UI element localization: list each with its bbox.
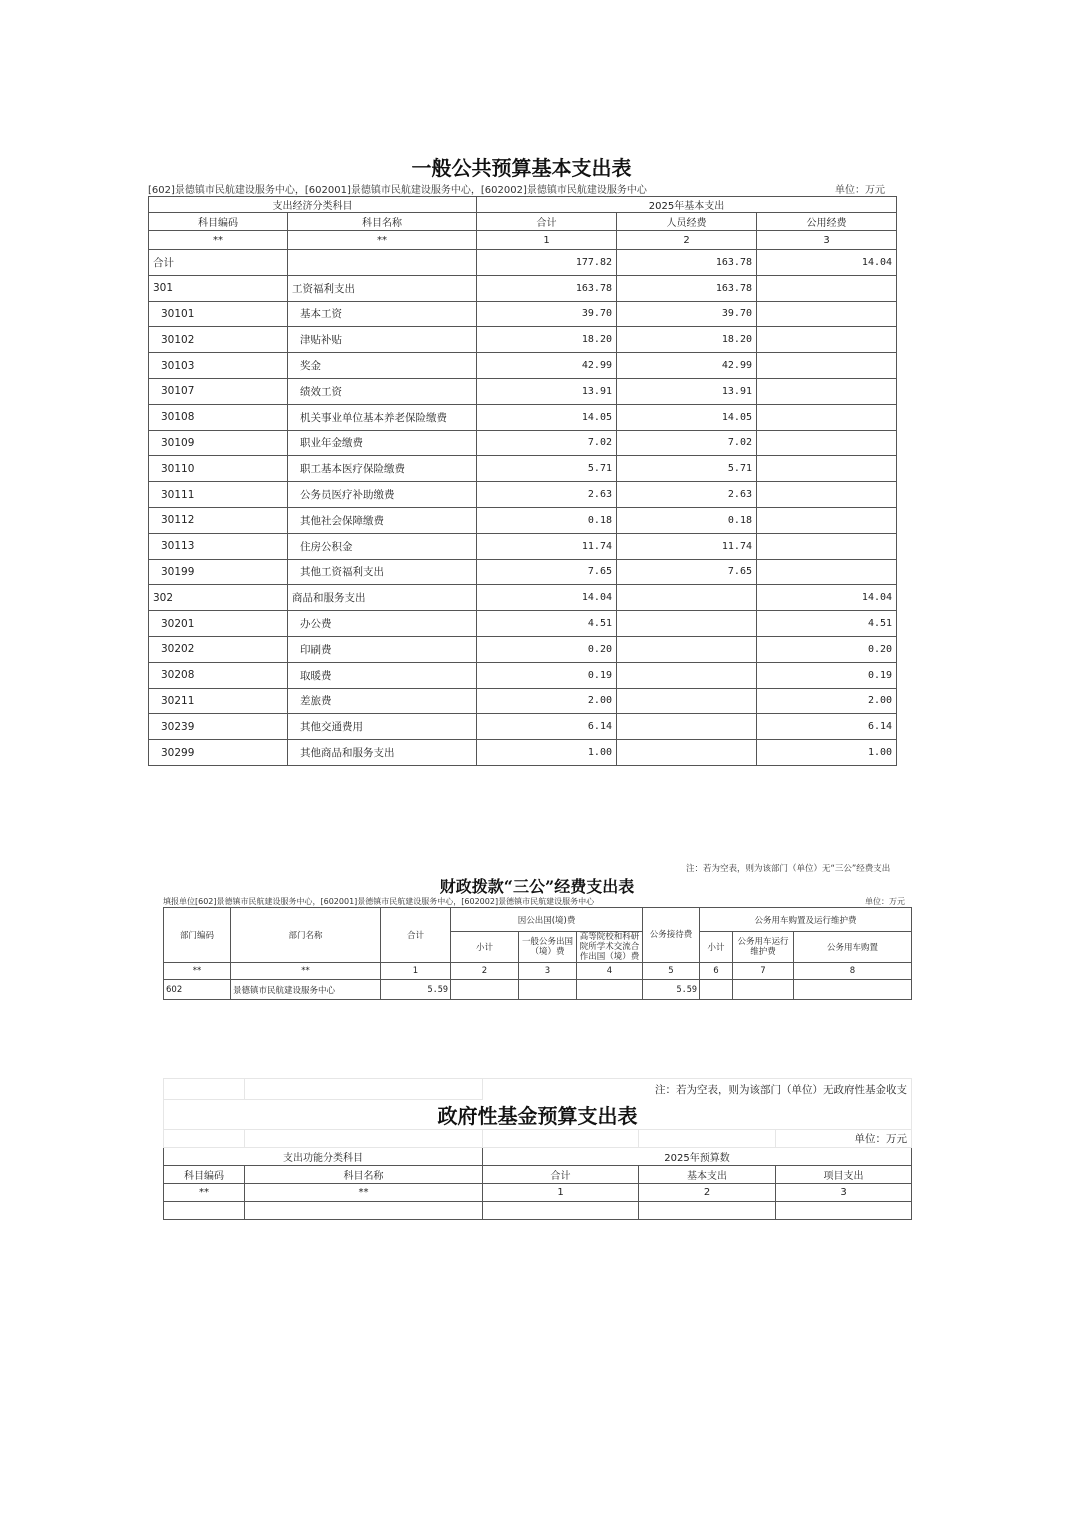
total-cell: 2.00 [477, 688, 617, 714]
total-cell: 14.05 [477, 404, 617, 430]
total-cell: 14.04 [477, 585, 617, 611]
name-cell: 住房公积金 [288, 533, 477, 559]
index-cell: 1 [477, 231, 617, 250]
total-cell: 177.82 [477, 250, 617, 276]
name-cell: 其他交通费用 [288, 714, 477, 740]
public-cell: 2.00 [757, 688, 897, 714]
code-cell: 30107 [149, 378, 288, 404]
header-group-left: 支出功能分类科目 [164, 1148, 483, 1166]
table-row [149, 507, 897, 533]
index-cell: 6 [700, 963, 733, 980]
total-cell: 2.63 [477, 482, 617, 508]
code-cell: 30239 [149, 714, 288, 740]
header-name: 科目名称 [245, 1166, 483, 1184]
total-cell: 0.18 [477, 507, 617, 533]
public-cell: 1.00 [757, 740, 897, 766]
name-cell: 印刷费 [288, 636, 477, 662]
header-vehicle-subtotal: 小计 [700, 932, 733, 963]
table2-units: 填报单位[602]景德镇市民航建设服务中心，[602001]景德镇市民航建设服务中心，[602002]景德镇市民航建设服务中心 [163, 897, 595, 906]
total-cell: 4.51 [477, 611, 617, 637]
table-row [149, 611, 897, 637]
personnel-cell: 2.63 [617, 482, 757, 508]
public-cell: 14.04 [757, 250, 897, 276]
table-header-row [164, 1166, 912, 1184]
header-personnel: 人员经费 [617, 213, 757, 231]
public-cell: 0.20 [757, 636, 897, 662]
table-row [149, 353, 897, 379]
header-total: 合计 [483, 1166, 639, 1184]
public-cell [757, 507, 897, 533]
header-total: 合计 [477, 213, 617, 231]
personnel-cell: 5.71 [617, 456, 757, 482]
index-cell: ** [164, 963, 231, 980]
header-vehicle-purchase: 公务用车购置 [794, 932, 912, 963]
table-row [149, 585, 897, 611]
index-cell: 7 [733, 963, 794, 980]
name-cell: 职业年金缴费 [288, 430, 477, 456]
table-row [149, 404, 897, 430]
table-index-row [149, 231, 897, 250]
table3-note: 注：若为空表，则为该部门（单位）无政府性基金收支 [483, 1079, 912, 1100]
code-cell: 30110 [149, 456, 288, 482]
header-code: 科目编码 [164, 1166, 245, 1184]
personnel-cell: 39.70 [617, 301, 757, 327]
index-cell: 3 [519, 963, 577, 980]
index-cell: ** [288, 231, 477, 250]
code-cell: 302 [149, 585, 288, 611]
code-cell: 30211 [149, 688, 288, 714]
personnel-cell: 42.99 [617, 353, 757, 379]
personnel-cell [617, 662, 757, 688]
table-row [149, 740, 897, 766]
total-cell: 6.14 [477, 714, 617, 740]
index-cell: 2 [451, 963, 519, 980]
index-cell: ** [149, 231, 288, 250]
header-code: 科目编码 [149, 213, 288, 231]
name-cell: 绩效工资 [288, 378, 477, 404]
code-cell: 30108 [149, 404, 288, 430]
header-group-right: 2025年预算数 [483, 1148, 912, 1166]
name-cell: 其他工资福利支出 [288, 559, 477, 585]
public-cell [757, 430, 897, 456]
dept-code-cell: 602 [164, 980, 231, 1000]
index-cell: 3 [757, 231, 897, 250]
total-cell: 0.20 [477, 636, 617, 662]
code-cell: 30199 [149, 559, 288, 585]
header-project: 项目支出 [776, 1166, 912, 1184]
personnel-cell [617, 688, 757, 714]
index-cell: ** [245, 1184, 483, 1202]
public-cell [757, 275, 897, 301]
personnel-cell [617, 611, 757, 637]
header-vehicle-operation: 公务用车运行维护费 [733, 932, 794, 963]
personnel-cell: 11.74 [617, 533, 757, 559]
header-group-right: 2025年基本支出 [477, 197, 897, 213]
code-cell: 30112 [149, 507, 288, 533]
table3-unit-label: 单位：万元 [776, 1130, 912, 1148]
header-abroad-general: 一般公务出国（境）费 [519, 932, 577, 963]
table-row [164, 1202, 912, 1220]
personnel-cell [617, 714, 757, 740]
table-row [149, 430, 897, 456]
total-cell: 1.00 [477, 740, 617, 766]
index-cell: 2 [617, 231, 757, 250]
table-index-row [164, 1184, 912, 1202]
public-cell [757, 533, 897, 559]
code-cell: 30103 [149, 353, 288, 379]
dept-name-cell: 景德镇市民航建设服务中心 [231, 980, 381, 1000]
table3-title: 政府性基金预算支出表 [437, 1104, 638, 1128]
index-cell: 1 [381, 963, 451, 980]
index-cell: 1 [483, 1184, 639, 1202]
public-cell [757, 378, 897, 404]
index-cell: 5 [643, 963, 700, 980]
basic-expenditure-table [148, 196, 897, 766]
personnel-cell: 163.78 [617, 250, 757, 276]
code-cell: 30113 [149, 533, 288, 559]
code-cell: 30202 [149, 636, 288, 662]
total-cell: 7.02 [477, 430, 617, 456]
code-cell: 301 [149, 275, 288, 301]
index-cell: 2 [639, 1184, 776, 1202]
header-dept-name: 部门名称 [231, 908, 381, 963]
public-cell [757, 559, 897, 585]
table-header-row [164, 1148, 912, 1166]
public-cell: 4.51 [757, 611, 897, 637]
header-abroad-subtotal: 小计 [451, 932, 519, 963]
public-cell [757, 482, 897, 508]
table-row [149, 378, 897, 404]
public-cell: 0.19 [757, 662, 897, 688]
name-cell: 办公费 [288, 611, 477, 637]
name-cell: 基本工资 [288, 301, 477, 327]
total-cell: 5.71 [477, 456, 617, 482]
name-cell: 差旅费 [288, 688, 477, 714]
name-cell: 其他社会保障缴费 [288, 507, 477, 533]
total-cell: 18.20 [477, 327, 617, 353]
total-cell: 42.99 [477, 353, 617, 379]
code-cell: 合计 [149, 250, 288, 276]
public-cell [757, 456, 897, 482]
index-cell: 8 [794, 963, 912, 980]
total-cell: 39.70 [477, 301, 617, 327]
public-cell [757, 404, 897, 430]
table1-units: [602]景德镇市民航建设服务中心，[602001]景德镇市民航建设服务中心，[602002]景德镇市民航建设服务中心 [148, 185, 647, 196]
total-cell: 7.65 [477, 559, 617, 585]
table-row [149, 533, 897, 559]
personnel-cell [617, 585, 757, 611]
table1-title: 一般公共预算基本支出表 [411, 156, 632, 180]
header-dept-code: 部门编码 [164, 908, 231, 963]
total-cell: 0.19 [477, 662, 617, 688]
public-cell: 14.04 [757, 585, 897, 611]
reception-cell: 5.59 [643, 980, 700, 1000]
name-cell: 其他商品和服务支出 [288, 740, 477, 766]
code-cell: 30109 [149, 430, 288, 456]
table1-unit-label: 单位：万元 [835, 185, 885, 196]
personnel-cell: 13.91 [617, 378, 757, 404]
header-public: 公用经费 [757, 213, 897, 231]
header-abroad-group: 因公出国(境)费 [451, 908, 643, 932]
gov-fund-expenditure-table [163, 1078, 912, 1220]
table-row [149, 250, 897, 276]
personnel-cell [617, 636, 757, 662]
table-row [149, 301, 897, 327]
name-cell [288, 250, 477, 276]
name-cell: 奖金 [288, 353, 477, 379]
name-cell: 工资福利支出 [288, 275, 477, 301]
index-cell: ** [164, 1184, 245, 1202]
name-cell: 职工基本医疗保险缴费 [288, 456, 477, 482]
personnel-cell [617, 740, 757, 766]
table-row [149, 714, 897, 740]
total-cell: 13.91 [477, 378, 617, 404]
code-cell: 30111 [149, 482, 288, 508]
personnel-cell: 18.20 [617, 327, 757, 353]
table-row [149, 636, 897, 662]
public-cell [757, 301, 897, 327]
header-basic: 基本支出 [639, 1166, 776, 1184]
name-cell: 商品和服务支出 [288, 585, 477, 611]
code-cell: 30201 [149, 611, 288, 637]
header-abroad-academic: 高等院校和科研院所学术交流合作出国（境）费 [577, 932, 643, 963]
header-reception: 公务接待费 [643, 908, 700, 963]
table-row [164, 980, 912, 1000]
name-cell: 机关事业单位基本养老保险缴费 [288, 404, 477, 430]
code-cell: 30208 [149, 662, 288, 688]
table-row [149, 662, 897, 688]
public-cell: 6.14 [757, 714, 897, 740]
code-cell: 30101 [149, 301, 288, 327]
three-public-expenses-table [163, 907, 912, 1000]
table2-unit-label: 单位：万元 [865, 897, 905, 906]
personnel-cell: 7.02 [617, 430, 757, 456]
index-cell: 4 [577, 963, 643, 980]
table-index-row [164, 963, 912, 980]
header-group-left: 支出经济分类科目 [149, 197, 477, 213]
table-header-row [149, 197, 897, 213]
table2-title: 财政拨款“三公”经费支出表 [439, 877, 635, 896]
total-cell: 11.74 [477, 533, 617, 559]
total-cell: 5.59 [381, 980, 451, 1000]
public-cell [757, 353, 897, 379]
code-cell: 30102 [149, 327, 288, 353]
name-cell: 津贴补贴 [288, 327, 477, 353]
table-row [149, 327, 897, 353]
personnel-cell: 163.78 [617, 275, 757, 301]
table-row [149, 559, 897, 585]
table-row [149, 275, 897, 301]
table2-note: 注：若为空表，则为该部门（单位）无“三公”经费支出 [686, 864, 891, 874]
personnel-cell: 7.65 [617, 559, 757, 585]
personnel-cell: 0.18 [617, 507, 757, 533]
code-cell: 30299 [149, 740, 288, 766]
total-cell: 163.78 [477, 275, 617, 301]
header-name: 科目名称 [288, 213, 477, 231]
table-header-row [149, 213, 897, 231]
table-row [149, 688, 897, 714]
name-cell: 取暖费 [288, 662, 477, 688]
public-cell [757, 327, 897, 353]
name-cell: 公务员医疗补助缴费 [288, 482, 477, 508]
index-cell: ** [231, 963, 381, 980]
index-cell: 3 [776, 1184, 912, 1202]
table-row [149, 482, 897, 508]
header-vehicle-group: 公务用车购置及运行维护费 [700, 908, 912, 932]
personnel-cell: 14.05 [617, 404, 757, 430]
header-total: 合计 [381, 908, 451, 963]
table-row [149, 456, 897, 482]
